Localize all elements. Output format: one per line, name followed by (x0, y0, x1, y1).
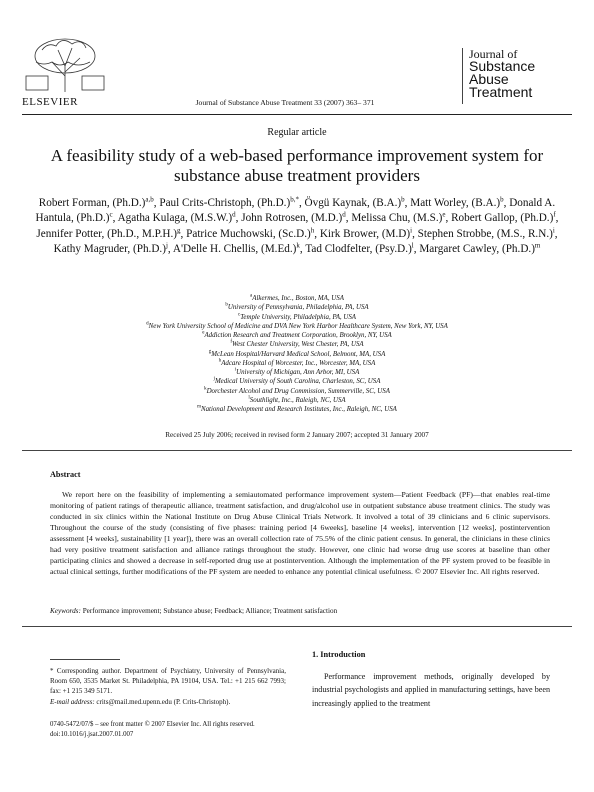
author-list (30, 196, 564, 257)
affiliation-text: McLean Hospital/Harvard Medical School, Belmont, MA, USA (211, 350, 386, 358)
affiliation-text: University of Michigan, Ann Arbor, MI, USA (236, 369, 360, 376)
affiliation-key: c (237, 312, 241, 318)
affiliation-key: k (204, 386, 207, 392)
affiliation-text: Adcare Hospital of Worcester, Inc., Worcester, MA, USA (221, 359, 376, 367)
author-name: Melissa Chu, (M.S.) (351, 212, 443, 225)
author-separator: , (413, 242, 420, 255)
author-name: Margaret Cawley, (Ph.D.) (419, 242, 535, 255)
author-separator: , (345, 212, 352, 225)
author-affiliation-marker: b (500, 195, 504, 204)
author-separator: , (555, 212, 559, 225)
affiliation-text: University of Pennsylvania, Philadelphia, PA, USA (227, 304, 369, 312)
article-type: Regular article (267, 127, 327, 138)
affiliation-list (30, 294, 564, 414)
affiliation-text: Alkermes, Inc., Boston, MA, USA (252, 295, 344, 302)
author-name: Stephen Strobbe, (M.S., R.N.) (417, 227, 553, 240)
journal-citation: Journal of Substance Abuse Treatment 33 (2007) 363– 371 (195, 98, 375, 107)
affiliation-text: Temple University, Philadelphia, PA, USA (240, 313, 357, 321)
affiliation-key: i (234, 367, 237, 373)
author-name: Övgü Kaynak, (B.A.) (304, 197, 402, 209)
author-name: Kathy Magruder, (Ph.D.) (53, 242, 166, 255)
affiliation-text: Addiction Research and Treatment Corporation, Brooklyn, NY, USA (204, 332, 392, 339)
introduction-heading: 1. Introduction (312, 650, 366, 659)
author-affiliation-marker: m (534, 241, 541, 250)
affiliation-text: Medical University of South Carolina, Charleston, SC, USA (214, 378, 381, 386)
author-affiliation-marker: f (553, 210, 556, 219)
author-affiliation-marker: d (342, 210, 346, 219)
affiliation-line (30, 396, 564, 405)
author-name: Tad Clodfelter, (Psy.D.) (305, 242, 412, 255)
affiliation-key: e (202, 330, 205, 336)
author-affiliation-marker: i (410, 225, 413, 234)
copyright-block (50, 720, 290, 740)
author-name: Donald A. Hantula, (Ph.D.) (35, 197, 556, 225)
author-name: Robert Forman, (Ph.D.) (38, 197, 146, 209)
author-separator: , (445, 212, 452, 225)
author-affiliation-marker: h (310, 225, 315, 234)
affiliation-line (30, 387, 564, 396)
author-affiliation-marker: g (177, 225, 181, 234)
author-name: Matt Worley, (B.A.) (410, 197, 501, 209)
author-name: Paul Crits-Christoph, (Ph.D.) (159, 197, 291, 209)
author-affiliation-marker: b,* (290, 195, 299, 204)
author-name: Agatha Kulaga, (M.S.W.) (117, 212, 233, 225)
affiliation-line (30, 368, 564, 377)
author-separator: , (412, 227, 418, 240)
affiliation-line (30, 331, 564, 340)
author-separator: , (180, 227, 187, 240)
journal-logo-line: Treatment (469, 84, 533, 100)
journal-logo (462, 48, 571, 104)
affiliation-key: j (213, 376, 215, 382)
journal-logo-line: Journal of (469, 47, 518, 61)
email-label: E-mail address: (50, 697, 95, 706)
affiliation-line (30, 303, 564, 312)
keywords-label: Keywords: (50, 607, 81, 615)
affiliation-key: l (248, 395, 250, 401)
author-name: Kirk Brower, (M.D) (319, 227, 411, 240)
affiliation-line (30, 377, 564, 386)
abstract-heading: Abstract (50, 470, 81, 479)
affiliation-key: d (146, 321, 149, 327)
footnote-text: * Corresponding author. Department of Psychiatry, University of Pennsylvania, Room 650, 3535 Market St. Philadelphia, PA 19104, USA. Tel.: +1 215 662 7993; fax: +1 215 349 5171. (50, 667, 286, 696)
affiliation-key: b (225, 302, 228, 308)
author-separator: , (167, 242, 173, 255)
author-affiliation-marker: a,b (145, 195, 154, 204)
affiliation-line (30, 294, 564, 303)
affiliation-text: Southlight, Inc., Raleigh, NC, USA (249, 396, 346, 404)
author-affiliation-marker: c (109, 210, 113, 219)
received-dates: Received 25 July 2006; received in revised form 2 January 2007; accepted 31 January 2007 (165, 431, 429, 439)
author-separator: , (314, 227, 320, 240)
author-affiliation-marker: d (232, 210, 236, 219)
keywords-text: Performance improvement; Substance abuse; Feedback; Alliance; Treatment satisfaction (82, 607, 338, 615)
corresponding-author-footnote (50, 666, 286, 707)
affiliation-line (30, 340, 564, 349)
author-affiliation-marker: i (552, 225, 555, 234)
affiliation-text: National Development and Research Institutes, Inc., Raleigh, NC, USA (200, 406, 397, 413)
author-affiliation-marker: j (165, 241, 168, 250)
introduction-body: Performance improvement methods, originally developed by industrial psychologists and applied in manufacturing settings, have been increasingly applied to the treatment (312, 672, 550, 708)
journal-logo-line: Abuse (469, 71, 509, 87)
email-address[interactable]: crits@mail.med.upenn.edu (P. Crits-Christoph). (96, 697, 231, 706)
affiliation-line (30, 405, 564, 414)
journal-logo-line: Substance (469, 58, 536, 74)
author-separator: , (112, 212, 118, 225)
abstract-top-divider (22, 450, 572, 451)
abstract-bottom-divider (22, 626, 572, 627)
author-separator: , (299, 242, 306, 255)
author-separator: , (298, 197, 305, 209)
footnote-divider (50, 659, 120, 660)
author-name: Jennifer Potter, (Ph.D., M.P.H.) (36, 227, 178, 240)
keywords (50, 607, 550, 615)
author-separator: , (404, 197, 411, 209)
abstract-body: We report here on the feasibility of implementing a semiautomated performance improvement system—Patient Feedback (PF)—that enables real-time monitoring of patient ratings of therapeutic alliance, treatment satisfaction, and drug/alcohol use in outpatient substance abuse treatment clinics. The study was conducted in six clinics within the National Institute on Drug Abuse Clinical Trials Network. It involved a total of 39 clinicians and 6 clinic supervisors. Throughout the course of the study (consisting of five phases: training period [4 6weeks], baseline [4 weeks], intervention [12 weeks], postintervention assessment [4 weeks], sustainability [1 year]), there was an overall collection rate of 75.5% of the clinic patient census. In general, the clinicians in these clinics had very positive treatment satisfaction and alliance ratings throughout the study. However, one clinic had worse drug use scores at baseline than other participating clinics and showed a decrease in self-reported drug use at postintervention. Although the implementation of the PF system proved to be feasible in actual clinical settings, further modifications of the PF system are needed to enhance any potential clinical usefulness. © 2007 Elsevier Inc. All rights reserved. (50, 490, 550, 576)
author-affiliation-marker: b (401, 195, 405, 204)
publisher-name: ELSEVIER (22, 96, 78, 108)
affiliation-text: West Chester University, West Chester, PA, USA (232, 341, 364, 349)
author-name: John Rotrosen, (M.D.) (241, 212, 343, 225)
author-separator: , (503, 197, 510, 209)
copyright-line: 0740-5472/07/$ – see front matter © 2007 Elsevier Inc. All rights reserved. (50, 721, 255, 728)
affiliation-key: a (250, 293, 253, 299)
author-name: Robert Gallop, (Ph.D.) (451, 212, 554, 225)
doi-line[interactable]: doi:10.1016/j.jsat.2007.01.007 (50, 731, 134, 738)
author-separator: , (153, 197, 160, 209)
article-title: A feasibility study of a web-based performance improvement system for substance abuse treatment providers (50, 146, 544, 185)
author-affiliation-marker: l (411, 241, 414, 250)
affiliation-text: New York University School of Medicine and DVA New York Harbor Healthcare System, New York, NY, USA (148, 322, 448, 330)
affiliation-key: f (230, 339, 233, 345)
author-name: A'Delle H. Chellis, (M.Ed.) (172, 242, 297, 255)
affiliation-line (30, 359, 564, 368)
affiliation-text: Dorchester Alcohol and Drug Commission, Summerville, SC, USA (206, 387, 390, 395)
affiliation-key: m (197, 404, 201, 410)
author-separator: , (235, 212, 242, 225)
affiliation-key: h (218, 358, 222, 364)
author-affiliation-marker: k (296, 241, 300, 250)
affiliation-line (30, 322, 564, 331)
affiliation-line (30, 350, 564, 359)
affiliation-line (30, 313, 564, 322)
tree-icon (22, 36, 108, 94)
affiliation-key: g (208, 349, 212, 355)
header-divider (22, 114, 572, 115)
author-affiliation-marker: e (442, 210, 446, 219)
author-separator: , (554, 227, 558, 240)
author-name: Patrice Muchowski, (Sc.D.) (186, 227, 311, 240)
